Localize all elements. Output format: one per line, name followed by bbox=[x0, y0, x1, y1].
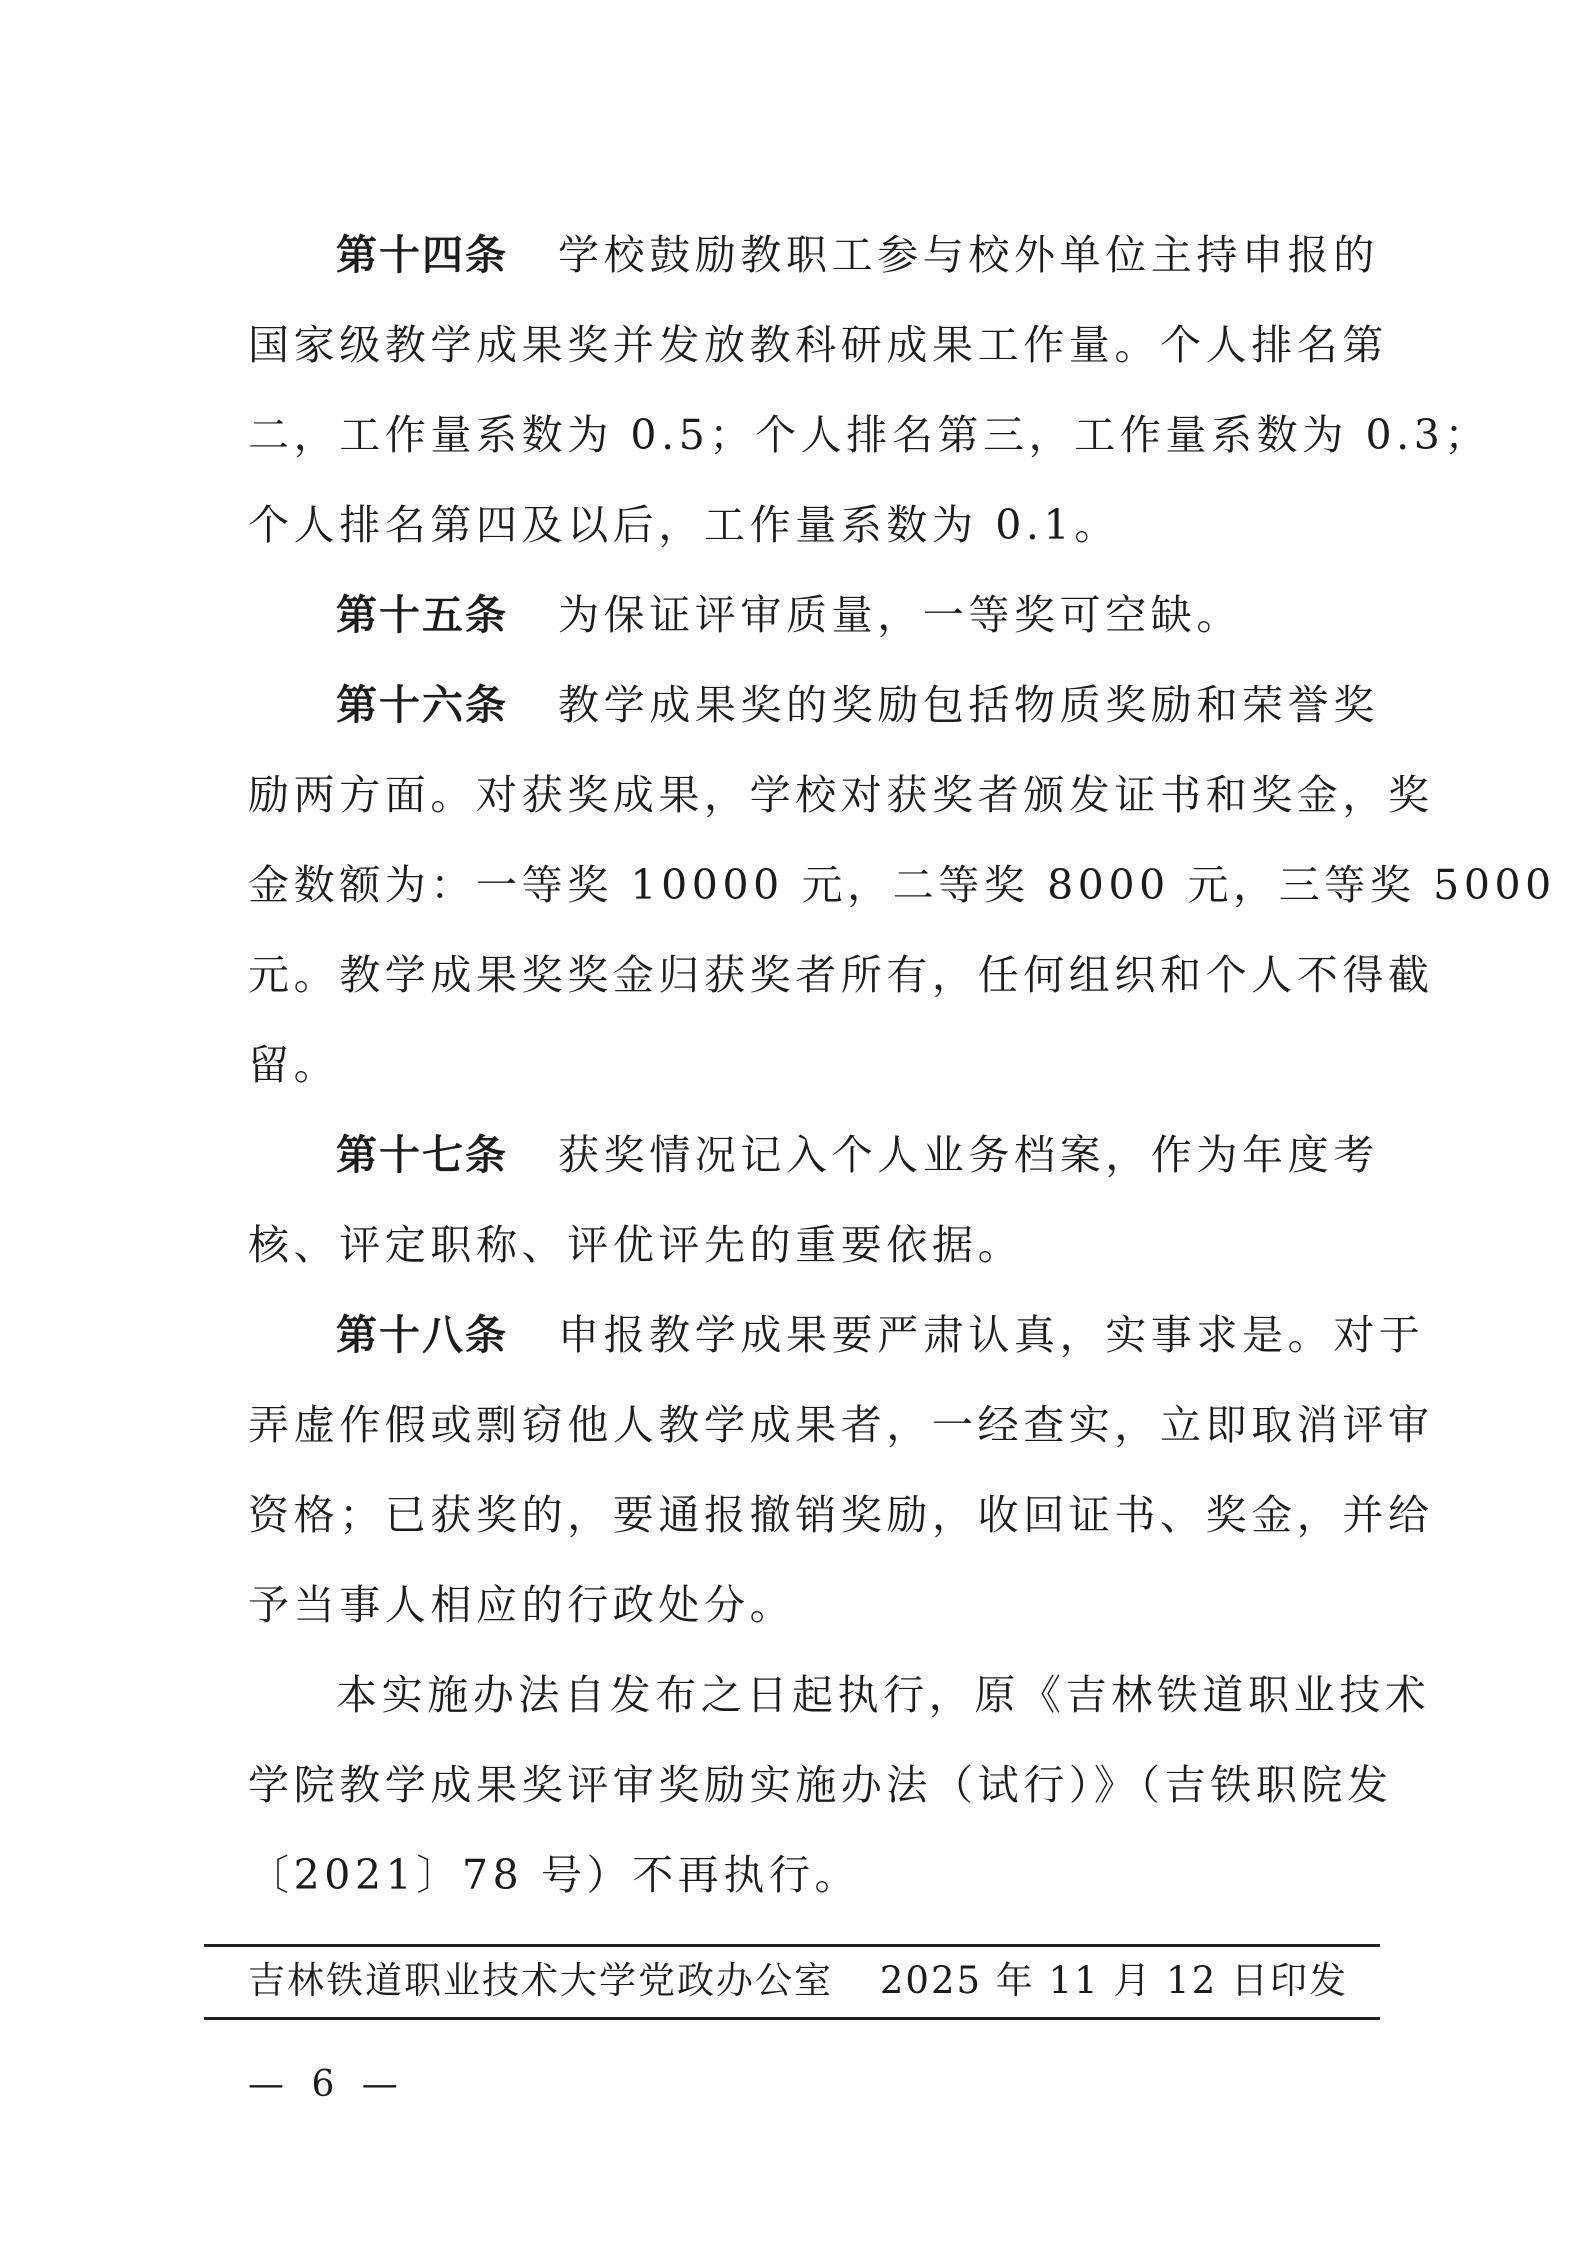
page-number: — 6 — bbox=[248, 2064, 406, 2105]
article-18-line-2: 弄虚作假或剽窃他人教学成果者，一经查实，立即取消评审 bbox=[248, 1401, 1434, 1449]
closing-line-3: 〔2021〕78 号）不再执行。 bbox=[248, 1851, 861, 1899]
issuing-footer bbox=[248, 1950, 1348, 2012]
article-17-line-1 bbox=[248, 1110, 1379, 1200]
article-16-line-4: 元。教学成果奖奖金归获奖者所有，任何组织和个人不得截 bbox=[248, 951, 1434, 999]
article-16-line-2: 励两方面。对获奖成果，学校对获奖者颁发证书和奖金，奖 bbox=[248, 771, 1434, 819]
issuing-office: 吉林铁道职业技术大学党政办公室 bbox=[248, 1959, 833, 2002]
article-15-line-1 bbox=[248, 570, 1348, 660]
closing-line-1: 本实施办法自发布之日起执行，原《吉林铁道职业技术 bbox=[336, 1671, 1431, 1719]
article-16-line-3: 金数额为：一等奖 10000 元，二等奖 8000 元，三等奖 5000 bbox=[248, 861, 1556, 909]
article-14-line-2: 国家级教学成果奖并发放教科研成果工作量。个人排名第 bbox=[248, 321, 1388, 369]
article-18-line-3: 资格；已获奖的，要通报撤销奖励，收回证书、奖金，并给 bbox=[248, 1491, 1434, 1539]
footer-top-rule bbox=[204, 1944, 1380, 1947]
article-17-line-2: 核、评定职称、评优评先的重要依据。 bbox=[248, 1221, 1024, 1269]
article-17-heading: 第十七条 bbox=[336, 1131, 508, 1179]
article-16-line-5: 留。 bbox=[248, 1041, 340, 1089]
article-15-text: 为保证评审质量，一等奖可空缺。 bbox=[558, 591, 1242, 639]
footer-bottom-rule bbox=[204, 2017, 1380, 2020]
article-16-text: 教学成果奖的奖励包括物质奖励和荣誉奖 bbox=[558, 681, 1379, 729]
article-18-text: 申报教学成果要严肃认真，实事求是。对于 bbox=[558, 1311, 1425, 1359]
article-18-line-1 bbox=[248, 1290, 1425, 1380]
closing-line-2: 学院教学成果奖评审奖励实施办法（试行）》（吉铁职院发 bbox=[248, 1761, 1393, 1809]
article-17-text: 获奖情况记入个人业务档案，作为年度考 bbox=[558, 1131, 1379, 1179]
article-14-heading: 第十四条 bbox=[336, 231, 508, 279]
article-16-line-1 bbox=[248, 660, 1379, 750]
article-18-heading: 第十八条 bbox=[336, 1311, 508, 1359]
article-14-text: 学校鼓励教职工参与校外单位主持申报的 bbox=[558, 231, 1379, 279]
document-body bbox=[248, 210, 1556, 1920]
issue-date: 2025 年 11 月 12 日印发 bbox=[879, 1959, 1348, 2002]
article-16-heading: 第十六条 bbox=[336, 681, 508, 729]
article-18-line-4: 予当事人相应的行政处分。 bbox=[248, 1581, 796, 1629]
article-15-heading: 第十五条 bbox=[336, 591, 508, 639]
article-14-line-4: 个人排名第四及以后，工作量系数为 0.1。 bbox=[248, 501, 1120, 549]
article-14-line-3: 二，工作量系数为 0.5；个人排名第三，工作量系数为 0.3； bbox=[248, 411, 1491, 459]
article-14-line-1 bbox=[248, 210, 1379, 300]
